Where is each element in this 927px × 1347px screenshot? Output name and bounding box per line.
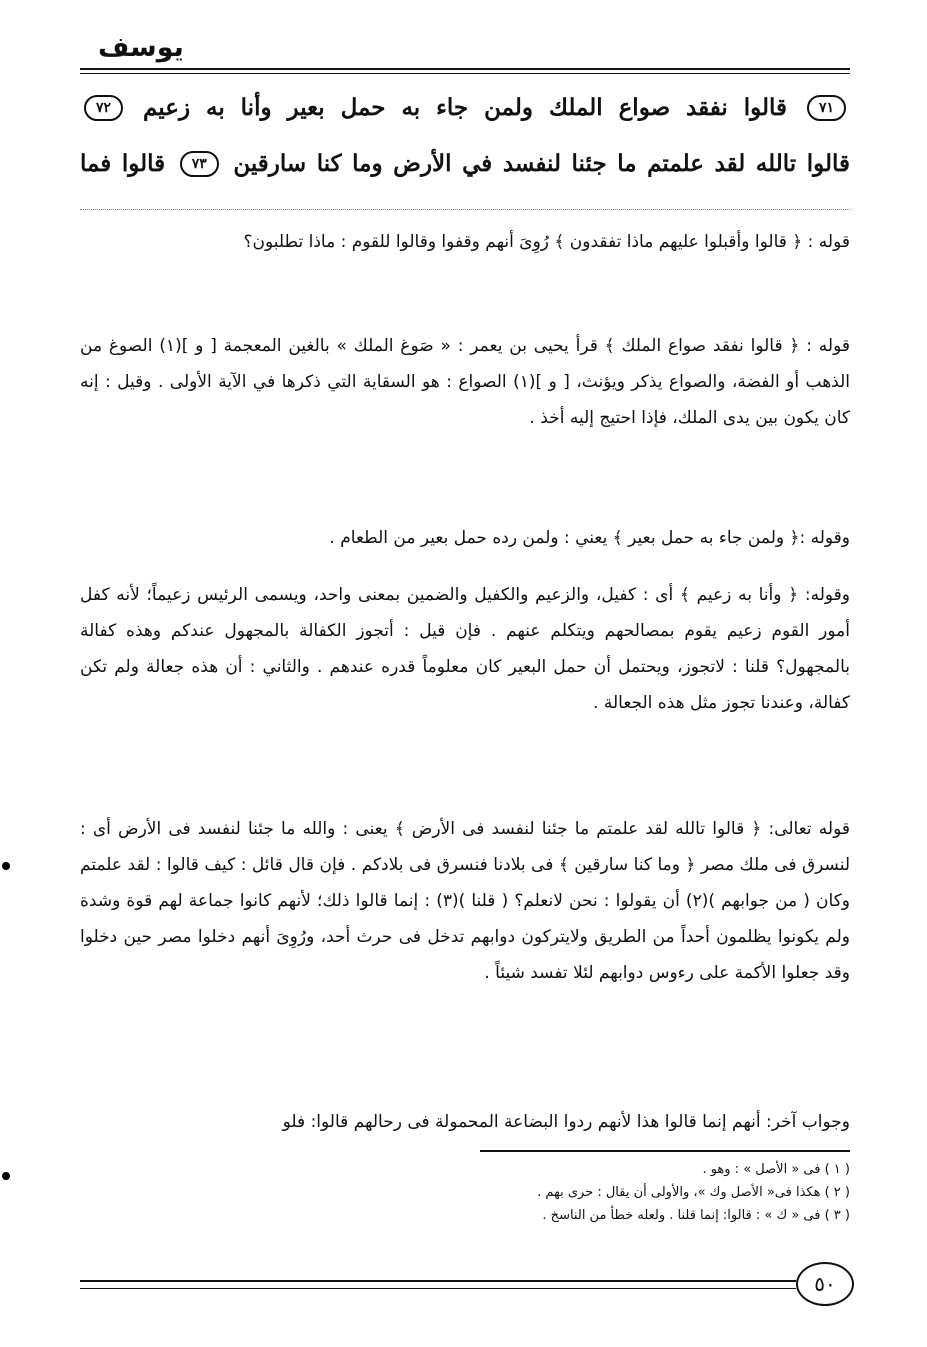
footnote-1: ( ١ ) فى « الأصل » : وهو .: [702, 1162, 850, 1177]
footnote-2: ( ٢ ) هكذا فى« الأصل وك »، والأولى أن يقال : حرى بهم .: [537, 1185, 850, 1200]
commentary-paragraph-3: وقوله :﴿ ولمن جاء به حمل بعير ﴾ يعني : ولمن رده حمل بعير من الطعام .: [329, 528, 850, 548]
page-number-frame: [796, 1262, 858, 1308]
verse-marker-72: ٧٢: [84, 95, 123, 121]
footnotes: [80, 1158, 850, 1227]
commentary-paragraph-4: وقوله: ﴿ وأنا به زعيم ﴾ أى : كفيل، والزعيم والكفيل والضمين بمعنى واحد، ويسمى الرئيس زعيماً؛ لأنه كفل أمور القوم زعيم يقوم بمصالحهم ويتكلم عنهم . فإن قيل : أتجوز الكفالة بالمجهول عندكم وهذه كفالة بالمجهول؟ قلنا : لاتجوز، ويحتمل أن حمل البعير كان معلوماً قدره عندهم . والثاني : أن هذه جعالة ولم تكن كفالة، وعندنا تجوز مثل هذه الجعالة .: [80, 585, 850, 713]
commentary-paragraph-2: قوله : ﴿ قالوا نفقد صواع الملك ﴾ قرأ يحيى بن يعمر : « صَوغ الملك » بالغين المعجمة [ و ](١) الصوغ من الذهب أو الفضة، والصواع يذكر ويؤنث، [ و ](١) الصواع : هو السقاية التي ذكرها في الآية الأولى . وقيل : إنه كان يكون بين يدى الملك، فإذا احتيج إليه أخذ .: [80, 336, 850, 428]
commentary-paragraph-1: قوله : ﴿ قالوا وأقبلوا عليهم ماذا تفقدون ﴾ رُوِىَ أنهم وقفوا وقالوا للقوم : ماذا تطلبون؟: [243, 232, 850, 252]
verse-marker-73: ٧٣: [180, 151, 219, 177]
footnote-rule: [480, 1150, 850, 1152]
verse-text-line-2a: قالوا تالله لقد علمتم ما جئنا لنفسد في الأرض وما كنا سارقين: [233, 150, 850, 177]
verse-marker-71: ٧١: [807, 95, 846, 121]
verse-separator: [80, 209, 850, 210]
page-number: ٥٠: [796, 1262, 854, 1306]
surah-title: يوسف: [98, 32, 184, 63]
header-rule: [80, 68, 850, 74]
commentary-paragraph-5: قوله تعالى: ﴿ قالوا تالله لقد علمتم ما جئنا لنفسد فى الأرض ﴾ يعنى : والله ما جئنا لنفسد فى الأرض أى : لنسرق فى ملك مصر ﴿ وما كنا سارقين ﴾ فى بلادنا فنسرق فى بلادكم . فإن قال قائل : كيف قالوا : لقد علمتم وكان ( من جوابهم )(٢) أن يقولوا : نحن لانعلم؟ ( قلنا )(٣) : إنما قالوا ذلك؛ لأنهم كانوا جماعة لهم قوة وشدة ولم يكونوا يظلمون أحداً من الطريق ولايتركون دوابهم تدخل فى حرث أحد، ورُوِىَ أنهم دخلوا مصر حين دخلوا وقد جعلوا الأكمة على رءوس دوابهم لئلا تفسد شيئاً .: [80, 819, 851, 983]
commentary-paragraph-6: وجواب آخر: أنهم إنما قالوا هذا لأنهم ردوا البضاعة المحمولة فى رحالهم قالوا: فلو: [282, 1112, 850, 1132]
footer-rule: [80, 1280, 796, 1282]
verse-text-line-2b: قالوا فما: [80, 150, 166, 177]
verse-text-line-1: قالوا نفقد صواع الملك ولمن جاء به حمل بعير وأنا به زعيم: [142, 94, 787, 121]
scan-mark-dot: [2, 862, 10, 870]
footnote-3: ( ٣ ) فى « ك » : قالوا: إنما قلنا . ولعله خطأ من الناسخ .: [542, 1208, 850, 1223]
scan-mark-dot: [2, 1172, 10, 1180]
quran-verses: [80, 80, 850, 192]
footer-rule-thin: [80, 1288, 796, 1289]
